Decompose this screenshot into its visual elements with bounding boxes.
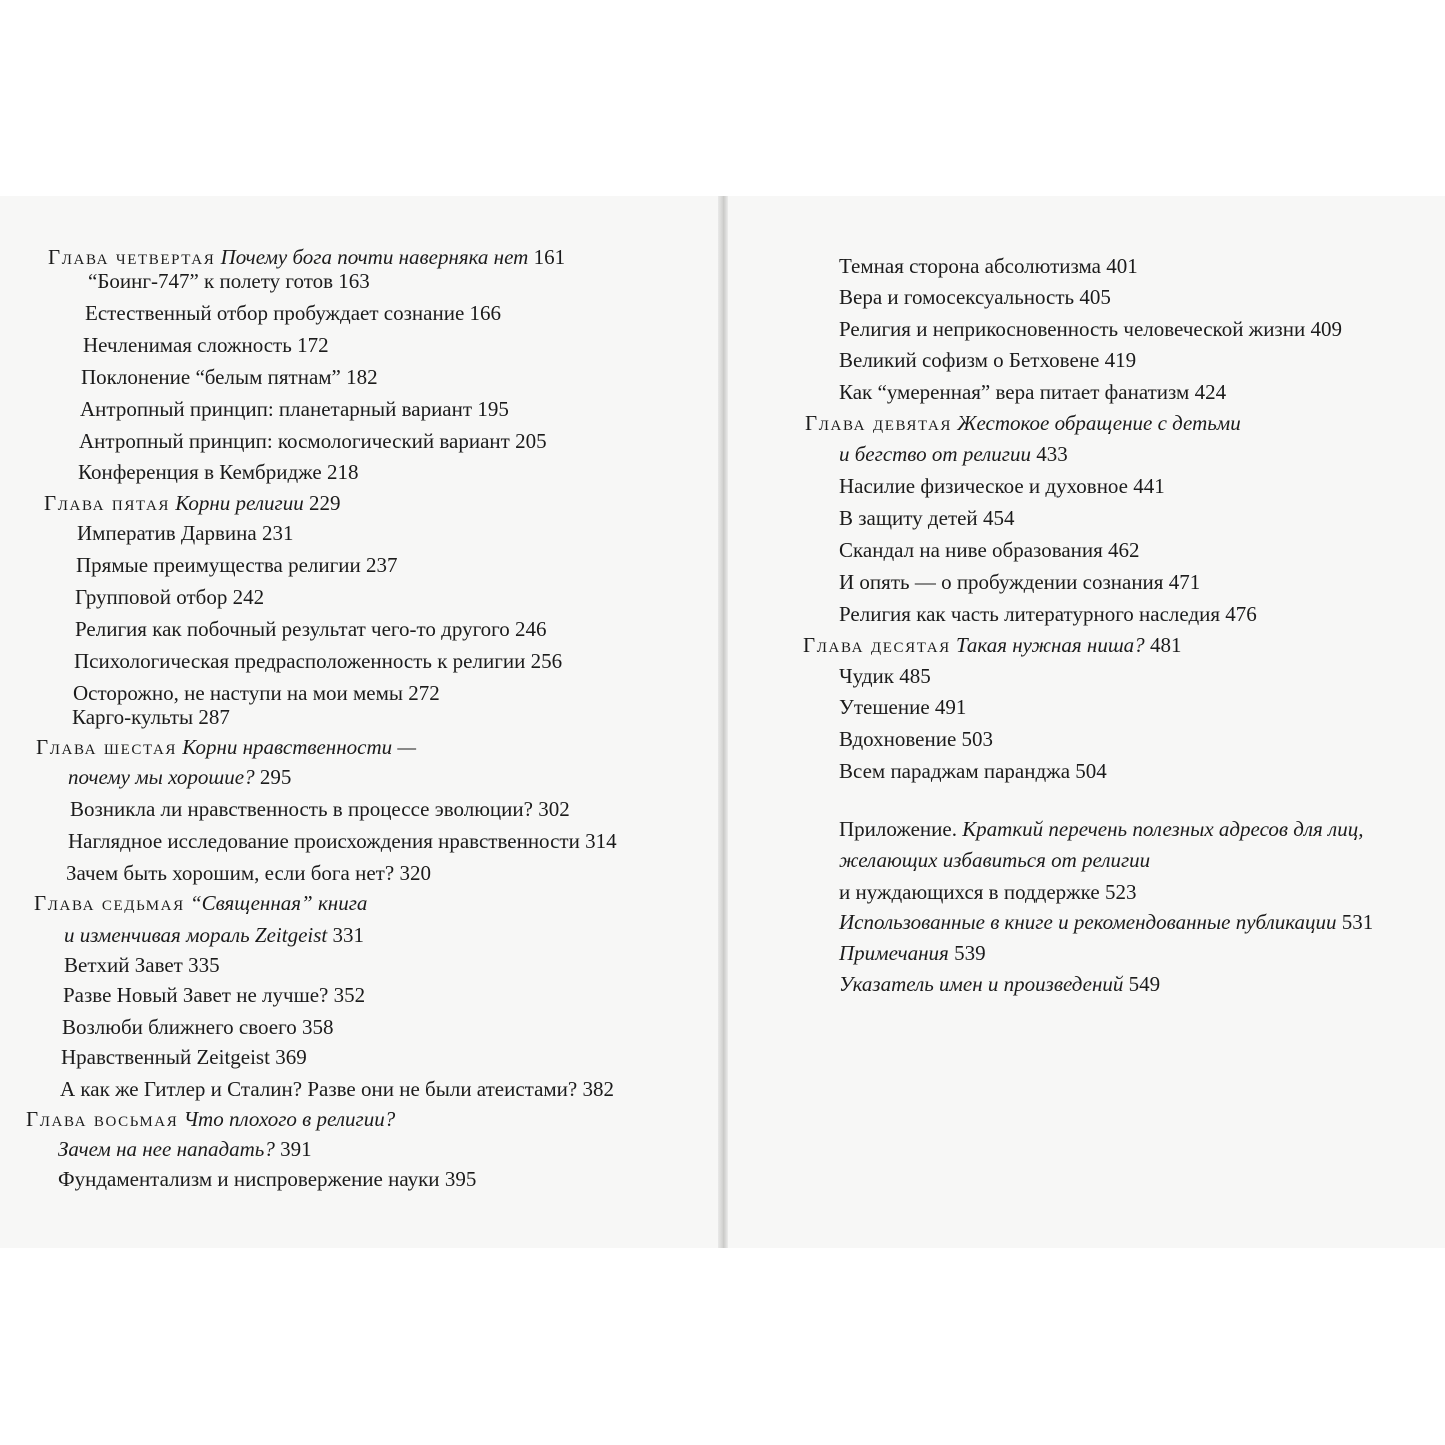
- page-number: 205: [515, 429, 547, 453]
- entry-text: и бегство от религии: [839, 442, 1031, 466]
- toc-entry-section: [63, 982, 365, 1008]
- chapter-title: Жестокое обращение с детьми: [957, 411, 1241, 435]
- page-number: 419: [1104, 348, 1137, 372]
- page-number: 503: [961, 727, 994, 751]
- toc-entry-chapter: [44, 490, 340, 516]
- entry-text: Возникла ли нравственность в процессе эволюции?: [70, 797, 533, 821]
- page-number: 335: [188, 953, 220, 977]
- page-number: 166: [469, 301, 502, 325]
- page-number: 272: [408, 681, 440, 705]
- page-number: 161: [533, 245, 566, 269]
- entry-text: Указатель имен и произведений: [839, 972, 1124, 996]
- page-number: 481: [1149, 633, 1182, 657]
- toc-entry-section: [68, 828, 617, 854]
- entry-text: Вера и гомосексуальность: [839, 285, 1075, 309]
- page-number: 352: [333, 983, 366, 1007]
- page-number: 395: [444, 1167, 477, 1191]
- toc-entry-section: [76, 552, 397, 578]
- entry-text: Примечания: [839, 941, 949, 965]
- toc-entry-continuation: [58, 1136, 312, 1162]
- page-number: 314: [585, 829, 617, 853]
- page-number: 409: [1310, 317, 1342, 341]
- page-number: 172: [297, 333, 329, 357]
- toc-entry-chapter: [48, 244, 565, 270]
- entry-text: Нечленимая сложность: [83, 333, 292, 357]
- entry-text: Нравственный Zeitgeist: [61, 1045, 270, 1069]
- entry-text: Разве Новый Завет не лучше?: [63, 983, 329, 1007]
- entry-text: Групповой отбор: [75, 585, 228, 609]
- entry-text: Антропный принцип: космологический вариант: [79, 429, 510, 453]
- toc-entry-continuation: [839, 441, 1068, 467]
- page-number: 195: [477, 397, 509, 421]
- entry-text: Религия как побочный результат чего-то другого: [75, 617, 510, 641]
- book-gutter: [718, 196, 728, 1248]
- toc-entry-section: [839, 347, 1136, 373]
- page-number: 287: [198, 705, 230, 729]
- entry-text: Темная сторона абсолютизма: [839, 254, 1101, 278]
- page-number: 405: [1079, 285, 1111, 309]
- page-number: 504: [1075, 759, 1107, 783]
- toc-entry-section: [88, 268, 370, 294]
- chapter-label: Глава четвертая: [48, 245, 216, 269]
- entry-text: Скандал на ниве образования: [839, 538, 1103, 562]
- toc-entry-section: [60, 1076, 614, 1102]
- entry-text: А как же Гитлер и Сталин? Разве они не были атеистами?: [60, 1077, 578, 1101]
- entry-text: Наглядное исследование происхождения нравственности: [68, 829, 580, 853]
- page-number: 246: [515, 617, 547, 641]
- toc-entry-section: [839, 379, 1226, 405]
- toc-entry-section: [839, 726, 993, 752]
- toc-entry-chapter: [26, 1106, 395, 1132]
- page-number: 476: [1225, 602, 1257, 626]
- entry-text: Всем параджам паранджа: [839, 759, 1071, 783]
- toc-entry-section: [79, 428, 547, 454]
- toc-entry-chapter: [36, 734, 416, 760]
- toc-entry-section: [78, 459, 358, 485]
- page-number: 237: [365, 553, 398, 577]
- entry-text: И опять — о пробуждении сознания: [839, 570, 1164, 594]
- entry-text: почему мы хорошие?: [68, 765, 255, 789]
- toc-entry-backmatter: [839, 940, 986, 966]
- entry-text: Использованные в книге и рекомендованные публикации: [839, 910, 1337, 934]
- toc-entry-section: [839, 284, 1111, 310]
- entry-text: Как “умеренная” вера питает фанатизм: [839, 380, 1190, 404]
- chapter-title: Такая нужная ниша?: [956, 633, 1145, 657]
- page-number: 391: [280, 1137, 312, 1161]
- page-number: 256: [530, 649, 563, 673]
- chapter-title: “Священная” книга: [189, 891, 368, 915]
- page-number: 369: [275, 1045, 307, 1069]
- entry-text: Утешение: [839, 695, 930, 719]
- page-number: 295: [259, 765, 292, 789]
- entry-text: Естественный отбор пробуждает сознание: [85, 301, 465, 325]
- entry-text: В защиту детей: [839, 506, 978, 530]
- page-number: 462: [1108, 538, 1140, 562]
- toc-entry-section: [839, 694, 966, 720]
- entry-text: Возлюби ближнего своего: [62, 1015, 297, 1039]
- entry-text: Великий софизм о Бетховене: [839, 348, 1100, 372]
- page-number: 531: [1341, 910, 1374, 934]
- chapter-label: Глава восьмая: [26, 1107, 179, 1131]
- toc-entry-continuation: [64, 922, 364, 948]
- page-number: 485: [899, 664, 931, 688]
- toc-entry-continuation: [68, 764, 291, 790]
- entry-text: Чудик: [839, 664, 894, 688]
- page-number: 491: [934, 695, 967, 719]
- page-number: 229: [308, 491, 341, 515]
- chapter-label: Глава пятая: [44, 491, 170, 515]
- toc-entry-section: [75, 584, 264, 610]
- toc-entry-section: [839, 473, 1165, 499]
- toc-entry-section: [64, 952, 220, 978]
- entry-text: Зачем на нее нападать?: [58, 1137, 275, 1161]
- page-number: 231: [261, 521, 294, 545]
- entry-text: Религия как часть литературного наследия: [839, 602, 1221, 626]
- page-number: 471: [1168, 570, 1201, 594]
- chapter-label: Глава девятая: [805, 411, 952, 435]
- left-page: [0, 196, 718, 1248]
- toc-entry-section: [839, 569, 1200, 595]
- toc-entry-section: [73, 680, 440, 706]
- entry-text: Психологическая предрасположенность к религии: [74, 649, 526, 673]
- page-number: 182: [346, 365, 378, 389]
- chapter-label: Глава десятая: [803, 633, 951, 657]
- entry-text: Религия и неприкосновенность человеческой жизни: [839, 317, 1306, 341]
- toc-entry-section: [85, 300, 501, 326]
- appendix-label: Приложение.: [839, 817, 957, 841]
- toc-entry-section: [70, 796, 570, 822]
- toc-entry-section: [839, 537, 1140, 563]
- page-number: 358: [301, 1015, 334, 1039]
- toc-entry-section: [66, 860, 431, 886]
- page-number: 382: [582, 1077, 614, 1101]
- entry-text: Императив Дарвина: [77, 521, 257, 545]
- chapter-title: Что плохого в религии?: [183, 1107, 396, 1131]
- entry-text: и нуждающихся в поддержке: [839, 880, 1100, 904]
- toc-entry-section: [77, 520, 293, 546]
- page-number: 242: [232, 585, 265, 609]
- toc-entry-section: [839, 879, 1136, 905]
- chapter-title: Корни религии: [175, 491, 304, 515]
- entry-text: Вдохновение: [839, 727, 957, 751]
- page-number: 549: [1128, 972, 1161, 996]
- chapter-title: Корни нравственности —: [182, 735, 417, 759]
- page-number: 539: [954, 941, 986, 965]
- toc-entry-chapter: [805, 410, 1241, 436]
- toc-entry-appendix: [839, 816, 1363, 842]
- toc-entry-section: [83, 332, 329, 358]
- toc-entry-section: [80, 396, 509, 422]
- page-number: 320: [399, 861, 431, 885]
- toc-entry-backmatter: [839, 909, 1373, 935]
- toc-entry-section: [58, 1166, 476, 1192]
- entry-text: Осторожно, не наступи на мои мемы: [73, 681, 404, 705]
- page-number: 401: [1106, 254, 1138, 278]
- entry-text: Фундаментализм и ниспровержение науки: [58, 1167, 440, 1191]
- page-number: 218: [326, 460, 359, 484]
- entry-text: Зачем быть хорошим, если бога нет?: [66, 861, 395, 885]
- chapter-label: Глава седьмая: [34, 891, 185, 915]
- toc-entry-section: [81, 364, 378, 390]
- page-number: 331: [332, 923, 365, 947]
- entry-text: “Боинг-747” к полету готов: [88, 269, 334, 293]
- entry-text: и изменчивая мораль Zeitgeist: [64, 923, 328, 947]
- toc-entry-chapter: [34, 890, 367, 916]
- entry-text: желающих избавиться от религии: [839, 848, 1151, 872]
- entry-text: Насилие физическое и духовное: [839, 474, 1129, 498]
- page-number: 441: [1133, 474, 1165, 498]
- toc-entry-section: [75, 616, 547, 642]
- entry-text: Антропный принцип: планетарный вариант: [80, 397, 473, 421]
- toc-entry-chapter: [803, 632, 1181, 658]
- entry-text: Прямые преимущества религии: [76, 553, 361, 577]
- toc-entry-continuation: [839, 847, 1150, 873]
- toc-entry-section: [839, 253, 1138, 279]
- page-number: 523: [1104, 880, 1137, 904]
- entry-text: Конференция в Кембридже: [78, 460, 322, 484]
- toc-entry-section: [839, 316, 1342, 342]
- toc-entry-section: [839, 663, 931, 689]
- right-page: [728, 196, 1445, 1248]
- appendix-title: Краткий перечень полезных адресов для лиц,: [962, 817, 1364, 841]
- toc-entry-backmatter: [839, 971, 1160, 997]
- page-number: 163: [338, 269, 370, 293]
- entry-text: Ветхий Завет: [64, 953, 183, 977]
- toc-entry-section: [61, 1044, 307, 1070]
- toc-entry-section: [839, 505, 1014, 531]
- chapter-label: Глава шестая: [36, 735, 178, 759]
- toc-entry-section: [62, 1014, 333, 1040]
- book-spread: [0, 196, 1445, 1248]
- toc-entry-section: [839, 758, 1107, 784]
- chapter-title: Почему бога почти наверняка нет: [220, 245, 529, 269]
- page-number: 433: [1036, 442, 1068, 466]
- toc-entry-section: [839, 601, 1257, 627]
- entry-text: Поклонение “белым пятнам”: [81, 365, 341, 389]
- page-number: 454: [982, 506, 1015, 530]
- page-number: 424: [1194, 380, 1227, 404]
- toc-entry-section: [72, 704, 230, 730]
- entry-text: Карго-культы: [72, 705, 194, 729]
- toc-entry-section: [74, 648, 562, 674]
- page-number: 302: [538, 797, 570, 821]
